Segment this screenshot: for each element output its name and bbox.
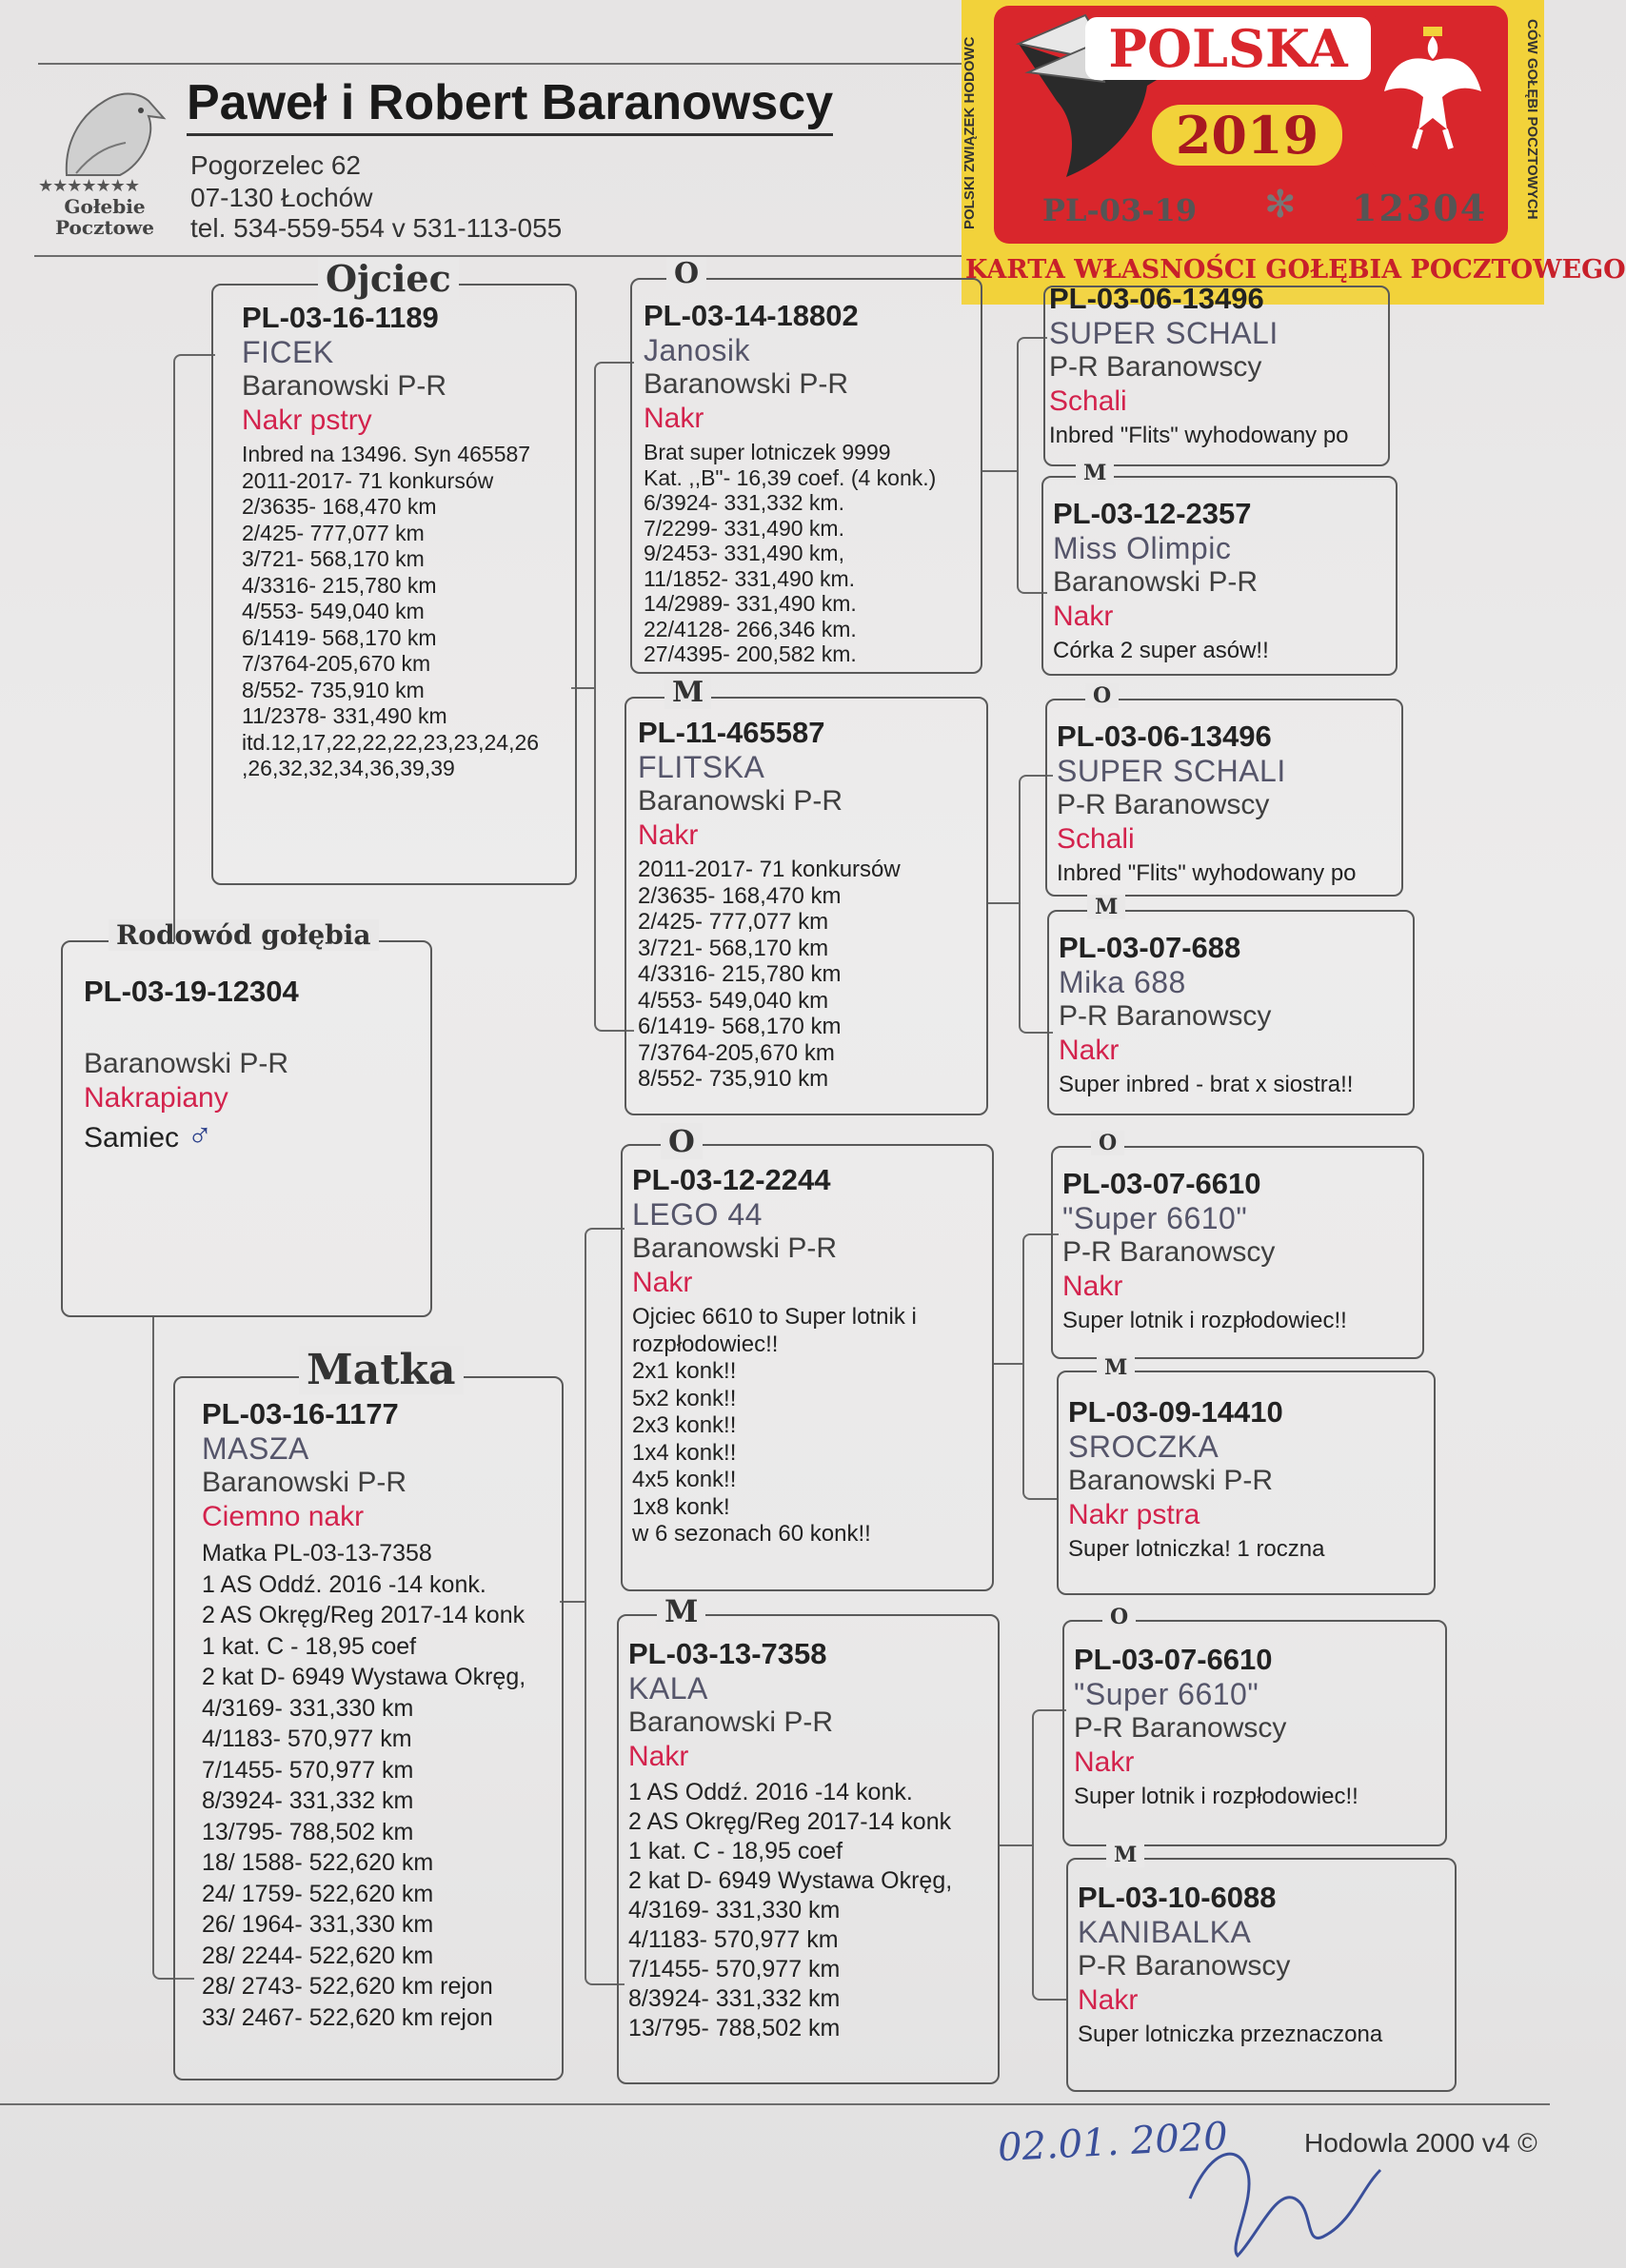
subject-color: Nakrapiany: [84, 1082, 228, 1114]
mmf-notes: Super lotnik i rozpłodowiec!!: [1074, 1784, 1358, 1809]
father-ring: PL-03-16-1189: [242, 301, 439, 334]
mother-label: Matka: [299, 1346, 464, 1394]
mother-name: MASZA: [202, 1431, 309, 1466]
sticker-number: 12304: [1352, 187, 1488, 229]
ff-name: Janosik: [644, 333, 750, 367]
software-credit: Hodowla 2000 v4 ©: [1304, 2128, 1537, 2158]
fm-name: FLITSKA: [638, 750, 765, 784]
logo: [38, 80, 171, 247]
mf-notes: Ojciec 6610 to Super lotnik i rozpłodowiec!! 2x1 konk!! 5x2 konk!! 2x3 konk!! 1x4 konk!! 4x5 konk!! 1x8 konk! w 6 sezonach 60 konk!!: [632, 1304, 917, 1547]
fmm-name: Mika 688: [1059, 965, 1186, 999]
phone-line: tel. 534-559-554 v 531-113-055: [190, 213, 563, 243]
mm-breeder: Baranowski P-R: [628, 1706, 834, 1738]
mff-breeder: P-R Baranowscy: [1062, 1236, 1276, 1268]
ffm-notes: Córka 2 super asów!!: [1053, 638, 1269, 663]
mfm-ring: PL-03-09-14410: [1068, 1395, 1283, 1429]
fmf-notes: Inbred "Flits" wyhodowany po: [1057, 860, 1357, 886]
fmf-breeder: P-R Baranowscy: [1057, 789, 1270, 820]
pigeon-logo-icon: [38, 80, 171, 185]
snowflake-icon: ✻: [1264, 184, 1297, 226]
ownership-sticker: [962, 0, 1626, 305]
fmm-label: M: [1087, 895, 1125, 919]
handwritten-sex-mark: ♂: [187, 1115, 213, 1154]
mfm-notes: Super lotniczka! 1 roczna: [1068, 1536, 1325, 1562]
logo-text-2: Pocztowe: [55, 216, 154, 239]
mmm-box: [1066, 1843, 1457, 2092]
ffm-ring: PL-03-12-2357: [1053, 497, 1252, 530]
mmf-ring: PL-03-07-6610: [1074, 1643, 1273, 1676]
subject-to-father-line: [173, 354, 215, 942]
mfm-name: SROCZKA: [1068, 1430, 1220, 1464]
father-label: Ojciec: [318, 257, 459, 300]
ffm-color: Nakr: [1053, 601, 1114, 632]
fmm-box: [1047, 895, 1415, 1115]
father-breeder: Baranowski P-R: [242, 370, 447, 402]
mmf-color: Nakr: [1074, 1746, 1135, 1778]
sticker-country: POLSKA: [1085, 17, 1371, 80]
ff-ring: PL-03-14-18802: [644, 299, 859, 332]
mm-box: [617, 1593, 1000, 2084]
fmm-breeder: P-R Baranowscy: [1059, 1000, 1272, 1032]
father-box: [211, 257, 577, 885]
ffm-name: Miss Olimpic: [1053, 531, 1232, 565]
mfm-label: M: [1097, 1355, 1135, 1380]
fmf-ring: PL-03-06-13496: [1057, 720, 1272, 753]
logo-text-1: Gołebie: [64, 195, 146, 218]
mfm-box: [1057, 1355, 1436, 1595]
fm-color: Nakr: [638, 819, 699, 851]
ff-breeder: Baranowski P-R: [644, 368, 849, 400]
mf-color: Nakr: [632, 1267, 693, 1298]
father-color: Nakr pstry: [242, 404, 372, 436]
mf-name: LEGO 44: [632, 1197, 763, 1232]
mff-color: Nakr: [1062, 1271, 1123, 1302]
sticker-side-right: CÓW GOŁĘBI POCZTOWYCH: [1524, 18, 1540, 220]
subject-label: Rodowód gołębia: [109, 919, 379, 951]
mother-notes: Matka PL-03-13-7358 1 AS Oddź. 2016 -14 konk. 2 AS Okręg/Reg 2017-14 konk 1 kat. C - 18,95 coef 2 kat D- 6949 Wystawa Okręg, 4/3169- 331,330 km 4/1183- 570,977 km 7/1455- 570,977 km 8/3924- 331,332 km 13/795- 788,502 km 18/ 1588- 522,620 km 24/ 1759- 522,620 km 26/ 1964- 331,330 km 28/ 2244- 522,620 km 28/ 2743- 522,620 km rejon 33/ 2467- 522,620 km rejon: [202, 1540, 526, 2031]
ff-box: [630, 257, 982, 674]
mm-notes: 1 AS Oddź. 2016 -14 konk. 2 AS Okręg/Reg 2017-14 konk 1 kat. C - 18,95 coef 2 kat D- 6949 Wystawa Okręg, 4/3169- 331,330 km 4/1183- 570,977 km 7/1455- 570,977 km 8/3924- 331,332 km 13/795- 788,502 km: [628, 1779, 953, 2041]
mmm-name: KANIBALKA: [1078, 1915, 1252, 1949]
mm-label: M: [657, 1593, 705, 1629]
fff-box: [1043, 282, 1390, 466]
breeder-name: Paweł i Robert Baranowscy: [187, 74, 833, 136]
mf-ring: PL-03-12-2244: [632, 1163, 831, 1196]
address-line: Pogorzelec 62: [190, 150, 362, 180]
fmm-notes: Super inbred - brat x siostra!!: [1059, 1072, 1354, 1097]
father-notes: Inbred na 13496. Syn 465587 2011-2017- 71 konkursów 2/3635- 168,470 km 2/425- 777,077 km 3/721- 568,170 km 4/3316- 215,780 km 4/553- 549,040 km 6/1419- 568,170 km 7/3764-205,670 km 8/552- 735,910 km 11/2378- 331,490 km itd.12,17,22,22,22,23,23,24,26 ,26,32,32,34,36,39,39: [242, 442, 540, 780]
mmm-color: Nakr: [1078, 1984, 1139, 2016]
fff-color: Schali: [1049, 385, 1127, 417]
subject-sex: Samiec: [84, 1122, 180, 1154]
mff-ring: PL-03-07-6610: [1062, 1167, 1261, 1200]
fmf-label: O: [1085, 683, 1119, 708]
mmm-ring: PL-03-10-6088: [1078, 1881, 1277, 1914]
mff-notes: Super lotnik i rozpłodowiec!!: [1062, 1308, 1347, 1333]
ffm-label: M: [1076, 461, 1114, 485]
sticker-ring: PL-03-19: [1041, 192, 1198, 228]
fmm-color: Nakr: [1059, 1035, 1120, 1066]
fmf-color: Schali: [1057, 823, 1135, 855]
mf-breeder: Baranowski P-R: [632, 1233, 838, 1264]
fff-name: SUPER SCHALI: [1049, 316, 1279, 350]
handwritten-date: 02.01. 2020: [996, 2114, 1229, 2171]
sticker-bottom-text: KARTA WŁASNOŚCI GOŁĘBIA POCZTOWEGO: [965, 255, 1626, 285]
fmm-ring: PL-03-07-688: [1059, 931, 1241, 964]
subject-box: [61, 919, 432, 1317]
fmf-box: [1045, 683, 1403, 897]
mm-color: Nakr: [628, 1741, 689, 1772]
mm-name: KALA: [628, 1671, 708, 1706]
subject-breeder: Baranowski P-R: [84, 1048, 289, 1079]
mm-to-parents-line: [1032, 1709, 1066, 2001]
fm-label: M: [664, 676, 711, 709]
mmm-label: M: [1106, 1843, 1144, 1867]
ffm-box: [1041, 461, 1398, 676]
mmf-breeder: P-R Baranowscy: [1074, 1712, 1287, 1744]
mf-box: [621, 1123, 994, 1591]
mother-breeder: Baranowski P-R: [202, 1467, 407, 1498]
ff-color: Nakr: [644, 403, 704, 434]
ff-notes: Brat super lotniczek 9999 Kat. ,,B"- 16,39 coef. (4 konk.) 6/3924- 331,332 km. 7/2299- 331,490 km. 9/2453- 331,490 km, 11/1852- 331,490 km. 14/2989- 331,490 km. 22/4128- 266,346 km. 27/4395- 200,582 km.: [644, 440, 937, 666]
ffm-breeder: Baranowski P-R: [1053, 566, 1259, 598]
mmf-name: "Super 6610": [1074, 1677, 1259, 1711]
fm-box: [625, 676, 988, 1115]
fmf-name: SUPER SCHALI: [1057, 754, 1286, 788]
mm-ring: PL-03-13-7358: [628, 1637, 827, 1670]
logo-stars: ★★★★★★★: [38, 176, 139, 195]
fm-breeder: Baranowski P-R: [638, 785, 843, 817]
mmm-breeder: P-R Baranowscy: [1078, 1950, 1291, 1982]
mother-ring: PL-03-16-1177: [202, 1397, 399, 1430]
fff-breeder: P-R Baranowscy: [1049, 351, 1262, 383]
sticker-side-left: POLSKI ZWIĄZEK HODOWC: [962, 36, 978, 230]
mmf-label: O: [1102, 1605, 1136, 1629]
mother-color: Ciemno nakr: [202, 1501, 365, 1532]
mother-box: [173, 1346, 564, 2081]
mff-label: O: [1091, 1131, 1124, 1155]
mmf-box: [1062, 1605, 1447, 1846]
sticker-year: 2019: [1152, 105, 1342, 166]
fm-ring: PL-11-465587: [638, 716, 825, 749]
subject-ring: PL-03-19-12304: [84, 975, 299, 1008]
mf-label: O: [661, 1123, 703, 1159]
fff-notes: Inbred "Flits" wyhodowany po: [1049, 423, 1349, 448]
mfm-color: Nakr pstra: [1068, 1499, 1200, 1530]
footer-rule: [0, 2103, 1550, 2105]
polish-eagle-icon: [1371, 15, 1495, 168]
ff-label: O: [666, 257, 706, 290]
city-line: 07-130 Łochów: [190, 183, 373, 212]
mfm-breeder: Baranowski P-R: [1068, 1465, 1274, 1496]
mmm-notes: Super lotniczka przeznaczona: [1078, 2021, 1383, 2047]
mff-box: [1051, 1131, 1424, 1359]
mff-name: "Super 6610": [1062, 1201, 1248, 1235]
fm-notes: 2011-2017- 71 konkursów 2/3635- 168,470 km 2/425- 777,077 km 3/721- 568,170 km 4/3316- 215,780 km 4/553- 549,040 km 6/1419- 568,170 km 7/3764-205,670 km 8/552- 735,910 km: [638, 857, 901, 1092]
father-name: FICEK: [242, 335, 334, 369]
fff-ring: PL-03-06-13496: [1049, 282, 1264, 315]
